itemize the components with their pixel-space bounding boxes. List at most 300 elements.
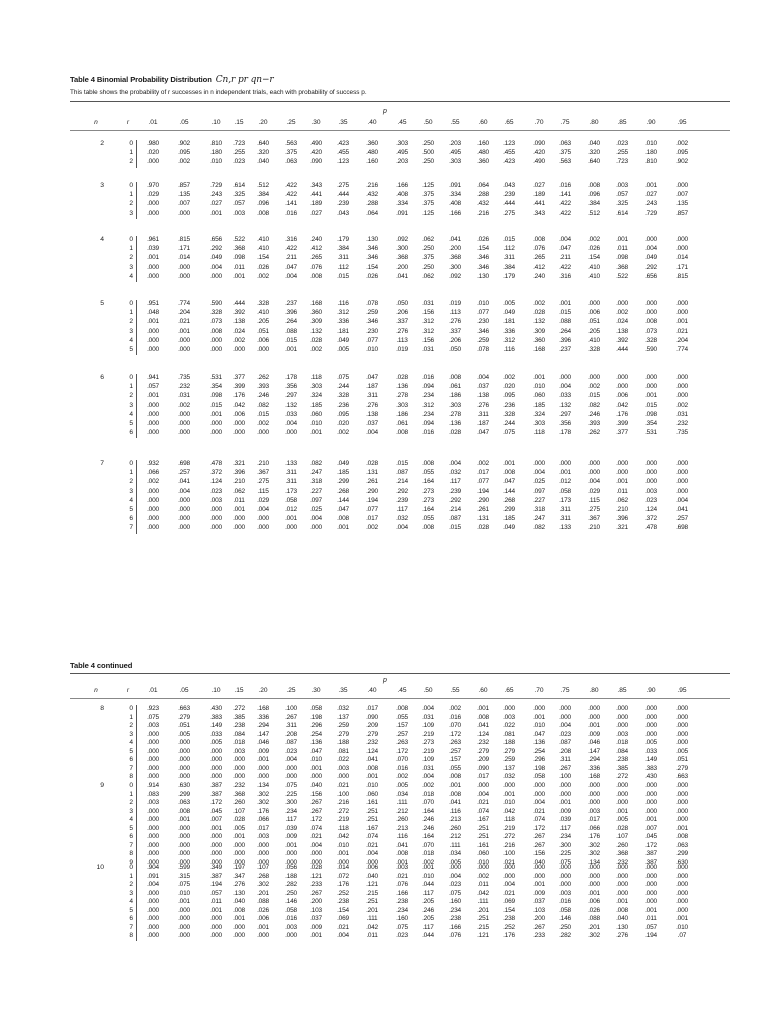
probability-cell: .011 bbox=[616, 487, 628, 495]
probability-cell: .039 bbox=[285, 824, 297, 832]
r-value: 0 bbox=[129, 236, 133, 243]
probability-cell: .001 bbox=[477, 705, 489, 712]
probability-cell: .729 bbox=[645, 209, 657, 217]
probability-cell: .000 bbox=[559, 713, 571, 721]
probability-cell: .088 bbox=[285, 327, 297, 335]
probability-cell: .302 bbox=[588, 841, 600, 849]
probability-cell: .194 bbox=[645, 932, 657, 940]
probability-cell: .000 bbox=[257, 773, 269, 781]
p-header-35: .35 bbox=[338, 119, 348, 126]
probability-cell: .179 bbox=[337, 236, 349, 243]
r-column-header: r bbox=[126, 687, 130, 694]
probability-cell: .614 bbox=[233, 182, 245, 189]
probability-cell: .232 bbox=[616, 858, 628, 866]
probability-cell: .015 bbox=[449, 524, 461, 532]
probability-cell: .058 bbox=[533, 773, 545, 781]
probability-cell: .082 bbox=[588, 401, 600, 409]
probability-cell: .375 bbox=[559, 149, 571, 157]
probability-cell: .214 bbox=[449, 506, 461, 513]
probability-cell: .205 bbox=[422, 898, 434, 906]
probability-cell: .923 bbox=[147, 705, 159, 712]
probability-cell: .116 bbox=[503, 346, 515, 353]
probability-cell: .001 bbox=[559, 469, 571, 477]
p-header-50: .50 bbox=[423, 687, 433, 694]
probability-cell: .000 bbox=[676, 722, 688, 730]
probability-cell: .000 bbox=[616, 889, 628, 897]
probability-cell: .028 bbox=[366, 460, 378, 467]
probability-cell: .115 bbox=[588, 496, 600, 504]
p-header-60: .60 bbox=[478, 119, 488, 126]
probability-cell: .066 bbox=[257, 816, 269, 824]
probability-cell: .031 bbox=[422, 300, 434, 307]
probability-cell: .000 bbox=[645, 236, 657, 243]
probability-cell: .375 bbox=[285, 149, 297, 157]
probability-cell: .000 bbox=[257, 429, 269, 437]
probability-cell: .003 bbox=[285, 923, 297, 931]
probability-cell: .000 bbox=[588, 790, 600, 798]
probability-cell: .003 bbox=[559, 889, 571, 897]
probability-cell: .002 bbox=[257, 420, 269, 427]
probability-cell: .318 bbox=[533, 506, 545, 513]
probability-cell: .083 bbox=[147, 790, 159, 798]
probability-cell: .244 bbox=[503, 420, 515, 427]
probability-cell: .000 bbox=[147, 833, 159, 841]
probability-cell: .212 bbox=[396, 807, 408, 815]
probability-cell: .232 bbox=[676, 420, 688, 427]
probability-cell: .257 bbox=[676, 515, 688, 523]
probability-cell: .003 bbox=[645, 487, 657, 495]
probability-cell: .094 bbox=[422, 420, 434, 427]
probability-cell: .103 bbox=[310, 906, 322, 914]
probability-cell: .251 bbox=[366, 816, 378, 824]
probability-cell: .002 bbox=[449, 705, 461, 712]
probability-cell: .000 bbox=[178, 515, 190, 523]
probability-cell: .324 bbox=[310, 392, 322, 400]
probability-cell: .328 bbox=[210, 309, 222, 317]
probability-cell: .213 bbox=[449, 816, 461, 824]
probability-cell: .124 bbox=[210, 478, 222, 486]
probability-cell: .246 bbox=[422, 816, 434, 824]
probability-cell: .260 bbox=[233, 799, 245, 807]
probability-cell: .168 bbox=[533, 346, 545, 353]
probability-cell: .047 bbox=[366, 374, 378, 381]
probability-cell: .001 bbox=[616, 236, 628, 243]
probability-cell: .000 bbox=[616, 383, 628, 391]
probability-cell: .294 bbox=[588, 756, 600, 764]
probability-cell: .012 bbox=[285, 506, 297, 513]
p-header-60: .60 bbox=[478, 687, 488, 694]
probability-cell: .010 bbox=[477, 858, 489, 866]
probability-cell: .166 bbox=[396, 182, 408, 189]
probability-cell: .161 bbox=[366, 799, 378, 807]
probability-cell: .124 bbox=[477, 730, 489, 738]
probability-cell: .198 bbox=[310, 713, 322, 721]
probability-cell: .000 bbox=[147, 850, 159, 858]
probability-cell: .124 bbox=[366, 747, 378, 755]
probability-cell: .252 bbox=[337, 889, 349, 897]
probability-cell: .000 bbox=[533, 782, 545, 789]
probability-cell: .000 bbox=[147, 327, 159, 335]
probability-cell: .272 bbox=[233, 705, 245, 712]
r-value: 5 bbox=[129, 824, 133, 832]
probability-cell: .273 bbox=[422, 496, 434, 504]
probability-cell: .185 bbox=[337, 469, 349, 477]
r-value: 4 bbox=[129, 410, 133, 418]
probability-cell: .001 bbox=[533, 374, 545, 381]
probability-cell: .000 bbox=[210, 429, 222, 437]
probability-cell: .136 bbox=[449, 420, 461, 427]
probability-cell: .008 bbox=[337, 515, 349, 523]
probability-cell: .000 bbox=[645, 799, 657, 807]
probability-cell: .563 bbox=[285, 140, 297, 147]
probability-cell: .268 bbox=[337, 487, 349, 495]
probability-cell: .003 bbox=[396, 864, 408, 871]
probability-cell: .290 bbox=[366, 487, 378, 495]
probability-cell: .000 bbox=[147, 841, 159, 849]
probability-cell: .000 bbox=[676, 881, 688, 889]
probability-cell: .237 bbox=[559, 346, 571, 353]
probability-cell: .023 bbox=[449, 881, 461, 889]
probability-cell: .121 bbox=[366, 881, 378, 889]
probability-cell: .010 bbox=[422, 872, 434, 880]
probability-cell: .010 bbox=[178, 889, 190, 897]
probability-cell: .021 bbox=[366, 841, 378, 849]
probability-cell: .478 bbox=[210, 460, 222, 467]
probability-cell: .412 bbox=[310, 245, 322, 253]
probability-cell: .032 bbox=[396, 515, 408, 523]
probability-cell: .041 bbox=[396, 841, 408, 849]
probability-cell: .303 bbox=[310, 383, 322, 391]
probability-cell: .200 bbox=[533, 915, 545, 923]
probability-cell: .206 bbox=[449, 336, 461, 344]
probability-cell: .000 bbox=[233, 773, 245, 781]
probability-cell: .000 bbox=[449, 864, 461, 871]
probability-cell: .001 bbox=[533, 881, 545, 889]
probability-cell: .303 bbox=[396, 140, 408, 147]
probability-cell: .018 bbox=[422, 790, 434, 798]
probability-cell: .000 bbox=[645, 374, 657, 381]
probability-cell: .015 bbox=[210, 401, 222, 409]
probability-cell: .276 bbox=[396, 327, 408, 335]
r-value: 3 bbox=[129, 401, 133, 409]
probability-cell: .098 bbox=[233, 254, 245, 262]
probability-cell: .337 bbox=[396, 318, 408, 326]
probability-cell: .063 bbox=[178, 799, 190, 807]
probability-cell: .000 bbox=[676, 374, 688, 381]
probability-cell: .234 bbox=[449, 906, 461, 914]
probability-cell: .267 bbox=[533, 833, 545, 841]
probability-cell: .387 bbox=[210, 872, 222, 880]
probability-cell: .007 bbox=[210, 816, 222, 824]
probability-cell: .107 bbox=[233, 807, 245, 815]
p-header-10: .10 bbox=[211, 687, 221, 694]
probability-cell: .040 bbox=[257, 158, 269, 166]
probability-cell: .387 bbox=[210, 782, 222, 789]
probability-cell: .118 bbox=[533, 429, 545, 437]
probability-cell: .234 bbox=[422, 392, 434, 400]
probability-cell: .276 bbox=[449, 318, 461, 326]
probability-cell: .232 bbox=[477, 739, 489, 747]
probability-cell: .096 bbox=[257, 200, 269, 208]
probability-cell: .091 bbox=[396, 209, 408, 217]
p-header-30: .30 bbox=[311, 119, 321, 126]
probability-cell: .003 bbox=[503, 713, 515, 721]
probability-cell: .275 bbox=[257, 478, 269, 486]
probability-cell: .024 bbox=[233, 327, 245, 335]
probability-cell: .123 bbox=[503, 140, 515, 147]
probability-cell: .008 bbox=[533, 236, 545, 243]
probability-cell: .173 bbox=[559, 496, 571, 504]
probability-cell: .810 bbox=[645, 158, 657, 166]
probability-cell: .168 bbox=[310, 300, 322, 307]
probability-cell: .164 bbox=[422, 807, 434, 815]
probability-cell: .088 bbox=[257, 898, 269, 906]
probability-cell: .092 bbox=[449, 272, 461, 280]
probability-cell: .001 bbox=[210, 824, 222, 832]
probability-cell: .081 bbox=[337, 747, 349, 755]
probability-cell: .154 bbox=[588, 254, 600, 262]
probability-cell: .009 bbox=[588, 730, 600, 738]
probability-cell: .091 bbox=[147, 872, 159, 880]
probability-cell: .000 bbox=[588, 872, 600, 880]
probability-cell: .075 bbox=[147, 713, 159, 721]
probability-cell: .001 bbox=[588, 889, 600, 897]
probability-cell: .082 bbox=[310, 460, 322, 467]
probability-cell: .000 bbox=[210, 915, 222, 923]
probability-cell: .008 bbox=[503, 469, 515, 477]
probability-cell: .368 bbox=[616, 263, 628, 271]
probability-cell: .003 bbox=[616, 730, 628, 738]
probability-cell: .384 bbox=[503, 263, 515, 271]
probability-cell: .904 bbox=[147, 864, 159, 871]
probability-cell: .062 bbox=[616, 496, 628, 504]
probability-cell: .028 bbox=[310, 336, 322, 344]
probability-cell: .663 bbox=[676, 773, 688, 781]
probability-cell: .075 bbox=[396, 923, 408, 931]
probability-cell: .346 bbox=[477, 254, 489, 262]
probability-cell: .008 bbox=[178, 807, 190, 815]
probability-cell: .000 bbox=[676, 478, 688, 486]
probability-cell: .100 bbox=[559, 773, 571, 781]
probability-cell: .444 bbox=[503, 200, 515, 208]
probability-cell: .500 bbox=[422, 149, 434, 157]
probability-cell: .062 bbox=[233, 487, 245, 495]
probability-cell: .167 bbox=[477, 816, 489, 824]
probability-cell: .000 bbox=[285, 932, 297, 940]
probability-cell: .238 bbox=[233, 722, 245, 730]
r-value: 6 bbox=[129, 833, 133, 841]
probability-cell: .117 bbox=[396, 506, 408, 513]
probability-cell: .016 bbox=[285, 209, 297, 217]
probability-cell: .000 bbox=[559, 881, 571, 889]
probability-cell: .008 bbox=[257, 209, 269, 217]
probability-cell: .276 bbox=[233, 881, 245, 889]
probability-cell: .000 bbox=[616, 799, 628, 807]
probability-cell: .000 bbox=[178, 764, 190, 772]
probability-cell: .531 bbox=[645, 429, 657, 437]
probability-cell: .328 bbox=[588, 346, 600, 353]
probability-cell: .356 bbox=[559, 420, 571, 427]
r-value: 4 bbox=[129, 739, 133, 747]
probability-cell: .300 bbox=[449, 263, 461, 271]
r-value: 3 bbox=[129, 263, 133, 271]
probability-cell: .000 bbox=[210, 506, 222, 513]
probability-cell: .259 bbox=[477, 336, 489, 344]
probability-cell: .041 bbox=[449, 799, 461, 807]
probability-cell: .255 bbox=[616, 149, 628, 157]
p-header-01: .01 bbox=[148, 687, 158, 694]
probability-cell: .061 bbox=[396, 420, 408, 427]
probability-cell: .000 bbox=[178, 923, 190, 931]
probability-cell: .282 bbox=[285, 881, 297, 889]
probability-cell: .194 bbox=[210, 881, 222, 889]
probability-cell: .000 bbox=[147, 401, 159, 409]
p-header-90: .90 bbox=[646, 687, 656, 694]
probability-cell: .531 bbox=[210, 374, 222, 381]
probability-cell: .000 bbox=[645, 881, 657, 889]
probability-cell: .399 bbox=[233, 383, 245, 391]
probability-cell: .136 bbox=[533, 739, 545, 747]
p-header-25: .25 bbox=[286, 119, 296, 126]
probability-cell: .117 bbox=[422, 923, 434, 931]
probability-cell: .022 bbox=[503, 722, 515, 730]
probability-cell: .368 bbox=[396, 254, 408, 262]
probability-cell: .001 bbox=[310, 764, 322, 772]
probability-cell: .197 bbox=[233, 864, 245, 871]
probability-cell: .320 bbox=[257, 149, 269, 157]
probability-cell: .057 bbox=[210, 889, 222, 897]
probability-cell: .000 bbox=[233, 764, 245, 772]
probability-cell: .208 bbox=[285, 730, 297, 738]
probability-cell: .328 bbox=[645, 336, 657, 344]
probability-cell: .016 bbox=[396, 764, 408, 772]
probability-cell: .311 bbox=[285, 478, 297, 486]
probability-cell: .045 bbox=[645, 833, 657, 841]
probability-cell: .016 bbox=[559, 898, 571, 906]
probability-cell: .189 bbox=[310, 200, 322, 208]
probability-cell: .384 bbox=[337, 245, 349, 253]
probability-cell: .000 bbox=[178, 906, 190, 914]
probability-cell: .004 bbox=[533, 799, 545, 807]
probability-cell: .000 bbox=[285, 524, 297, 532]
r-value: 7 bbox=[129, 764, 133, 772]
probability-cell: .073 bbox=[210, 318, 222, 326]
probability-cell: .000 bbox=[310, 524, 322, 532]
probability-cell: .422 bbox=[559, 263, 571, 271]
p-header-05: .05 bbox=[179, 119, 189, 126]
probability-cell: .250 bbox=[422, 158, 434, 166]
r-value: 7 bbox=[129, 524, 133, 532]
probability-cell: .480 bbox=[477, 149, 489, 157]
probability-cell: .000 bbox=[645, 309, 657, 317]
probability-cell: .000 bbox=[645, 460, 657, 467]
probability-cell: .000 bbox=[210, 756, 222, 764]
probability-cell: .375 bbox=[422, 200, 434, 208]
probability-cell: .060 bbox=[477, 850, 489, 858]
probability-cell: .000 bbox=[503, 782, 515, 789]
probability-cell: .098 bbox=[616, 254, 628, 262]
probability-cell: .046 bbox=[257, 739, 269, 747]
probability-cell: .000 bbox=[147, 730, 159, 738]
probability-cell: .001 bbox=[233, 506, 245, 513]
probability-cell: .000 bbox=[676, 236, 688, 243]
probability-cell: .325 bbox=[233, 191, 245, 199]
probability-cell: .008 bbox=[422, 460, 434, 467]
probability-cell: .001 bbox=[676, 915, 688, 923]
probability-cell: .255 bbox=[233, 149, 245, 157]
probability-cell: .325 bbox=[616, 200, 628, 208]
probability-cell: .000 bbox=[588, 799, 600, 807]
probability-cell: .111 bbox=[477, 898, 489, 906]
probability-cell: .040 bbox=[533, 858, 545, 866]
probability-cell: .420 bbox=[533, 149, 545, 157]
probability-cell: .111 bbox=[449, 841, 461, 849]
r-divider-line bbox=[136, 782, 137, 868]
r-value: 1 bbox=[129, 790, 133, 798]
probability-cell: .303 bbox=[449, 158, 461, 166]
probability-cell: .057 bbox=[147, 383, 159, 391]
probability-cell: .001 bbox=[676, 318, 688, 326]
probability-cell: .000 bbox=[257, 850, 269, 858]
probability-cell: .000 bbox=[178, 858, 190, 866]
probability-cell: .423 bbox=[337, 140, 349, 147]
probability-cell: .010 bbox=[533, 383, 545, 391]
probability-cell: .980 bbox=[147, 140, 159, 147]
probability-cell: .000 bbox=[147, 272, 159, 280]
probability-cell: .021 bbox=[676, 327, 688, 335]
probability-cell: .001 bbox=[310, 429, 322, 437]
probability-cell: .263 bbox=[396, 739, 408, 747]
probability-cell: .961 bbox=[147, 236, 159, 243]
n-value-6: 6 bbox=[100, 374, 104, 381]
probability-cell: .037 bbox=[533, 898, 545, 906]
probability-cell: .252 bbox=[503, 923, 515, 931]
r-value: 0 bbox=[129, 460, 133, 467]
probability-cell: .000 bbox=[147, 346, 159, 353]
probability-cell: .001 bbox=[559, 300, 571, 307]
probability-cell: .032 bbox=[337, 705, 349, 712]
probability-cell: .000 bbox=[616, 713, 628, 721]
probability-cell: .095 bbox=[503, 392, 515, 400]
probability-cell: .292 bbox=[210, 245, 222, 253]
probability-cell: .156 bbox=[310, 790, 322, 798]
probability-cell: .300 bbox=[396, 245, 408, 253]
r-value: 3 bbox=[129, 889, 133, 897]
probability-cell: .003 bbox=[588, 807, 600, 815]
probability-cell: .251 bbox=[366, 898, 378, 906]
probability-cell: .132 bbox=[285, 401, 297, 409]
probability-cell: .047 bbox=[503, 478, 515, 486]
probability-cell: .234 bbox=[285, 807, 297, 815]
r-value: 2 bbox=[129, 318, 133, 326]
probability-cell: .204 bbox=[178, 309, 190, 317]
probability-cell: .211 bbox=[285, 254, 297, 262]
probability-cell: .088 bbox=[559, 318, 571, 326]
probability-cell: .267 bbox=[559, 764, 571, 772]
probability-cell: .294 bbox=[257, 722, 269, 730]
probability-cell: .009 bbox=[559, 807, 571, 815]
probability-cell: .049 bbox=[210, 254, 222, 262]
probability-cell: .000 bbox=[477, 864, 489, 871]
probability-cell: .016 bbox=[559, 182, 571, 189]
probability-cell: .113 bbox=[396, 336, 408, 344]
p-header-75: .75 bbox=[560, 119, 570, 126]
probability-cell: .000 bbox=[178, 833, 190, 841]
probability-cell: .230 bbox=[477, 318, 489, 326]
probability-cell: .268 bbox=[503, 496, 515, 504]
probability-cell: .260 bbox=[396, 816, 408, 824]
probability-cell: .107 bbox=[616, 833, 628, 841]
